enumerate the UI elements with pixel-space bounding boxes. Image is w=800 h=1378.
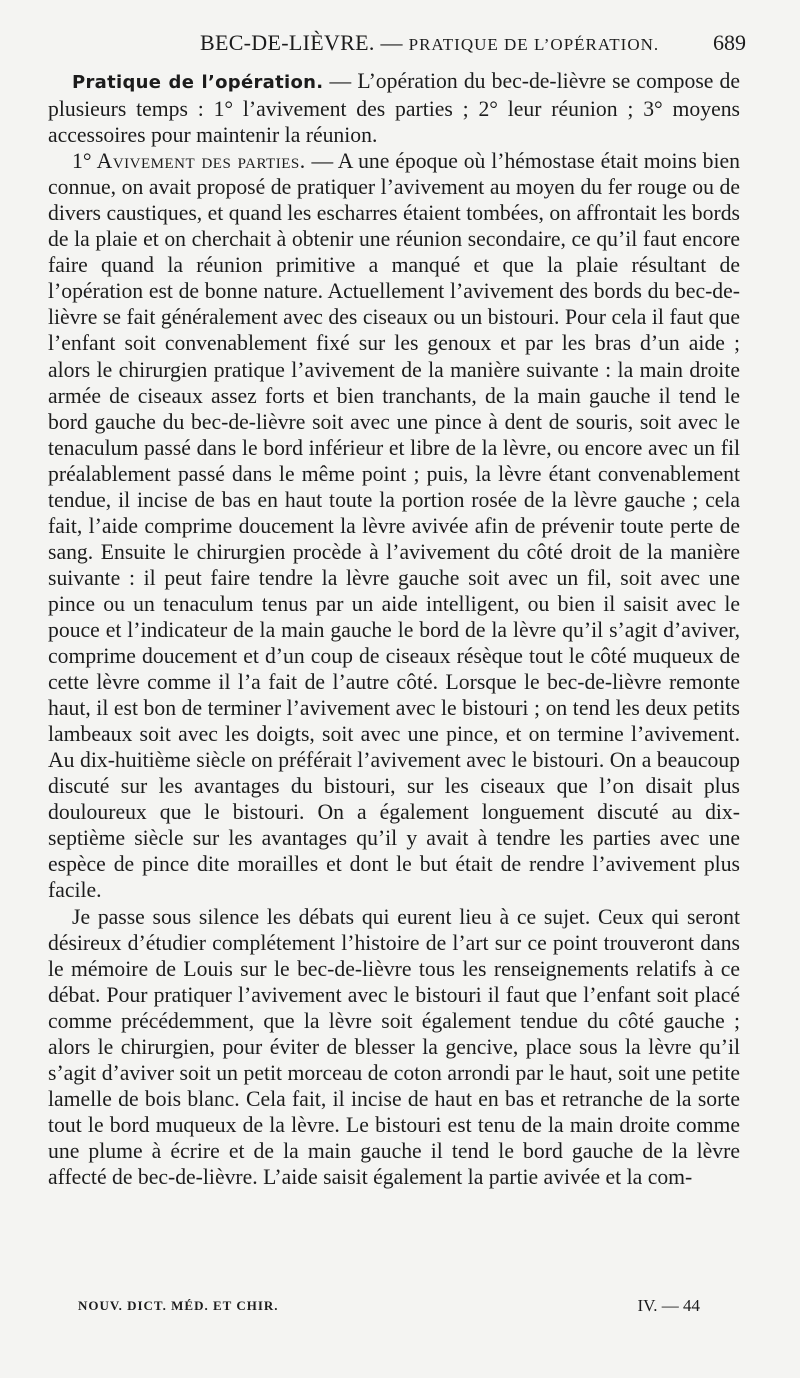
page-number: 689 (713, 30, 746, 55)
paragraph-1 (48, 68, 740, 148)
printer-signature: NOUV. DICT. MÉD. ET CHIR. (78, 1298, 279, 1313)
paragraph-2-text: — A une époque où l’hémostase était moins bien connue, on avait proposé de pratiquer l’avivement au moyen du fer rouge ou de divers caustiques, et quand les escharres étaient tombées, on affrontait les bords de la plaie et on cherchait à obtenir une réunion secondaire, ce qu’il faut encore faire quand la réunion primitive a manqué et que la plaie résultant de l’opération est de bonne nature. Actuellement l’avivement des bords du bec-de-lièvre se fait généralement avec des ciseaux ou un bistouri. Pour cela il faut que l’enfant soit convenablement fixé sur les genoux et par les bras d’un aide ; alors le chirurgien pratique l’avivement de la manière suivante : la main droite armée de ciseaux assez forts et bien tranchants, de la main gauche il tend le bord gauche du bec-de-lièvre soit avec une pince à dent de souris, soit avec le tenaculum passé dans le bord inférieur et libre de la lèvre, ou encore avec un fil préalablement passé dans le même point ; puis, la lèvre étant convenablement tendue, il incise de bas en haut toute la portion rosée de la lèvre gauche ; cela fait, l’aide comprime doucement la lèvre avivée afin de prévenir toute perte de sang. Ensuite le chirurgien procède à l’avivement du côté droit de la manière suivante : il peut faire tendre la lèvre gauche soit avec un fil, soit avec une pince ou un tenaculum tenus par un aide intelligent, ou bien il saisit avec le pouce et l’indicateur de la main gauche le bord de la lèvre qu’il s’agit d’aviver, comprime doucement et d’un coup de ciseaux résèque tout le côté muqueux de cette lèvre comme il l’a fait de l’autre côté. Lorsque le bec-de-lièvre remonte haut, il est bon de terminer l’avivement avec le bistouri ; on tend les deux petits lambeaux soit avec les doigts, soit avec une pince, et on termine l’avivement. Au dix-huitième siècle on préférait l’avivement avec le bistouri. On a beaucoup discuté sur les avantages du bistouri, sur les ciseaux que l’on disait plus douloureux que le bistouri. On a également longuement discuté au dix-septième siècle sur les avantages qu’il y avait à tendre les parties avec une espèce de pince dite morailles et dont le but était de rendre l’avivement plus facile. (48, 149, 740, 903)
subsection-heading: Avivement des parties. (91, 149, 306, 174)
page-footer (78, 1296, 700, 1322)
section-title: PRATIQUE DE L’OPÉRATION. (408, 35, 660, 54)
body-text (48, 68, 740, 1190)
section-heading: Pratique de l’opération. (72, 72, 324, 93)
running-header (48, 30, 752, 64)
paragraph-2 (48, 148, 740, 903)
running-title (200, 30, 659, 56)
subsection-number: 1° (72, 149, 92, 174)
paragraph-1-text: — L’opération du bec-de-lièvre se compose de plusieurs temps : 1° l’avivement des parties ; 2° leur réunion ; 3° moyens accessoires pour maintenir la réunion. (48, 69, 740, 148)
paragraph-3-text: Je passe sous silence les débats qui eurent lieu à ce sujet. Ceux qui seront désireux d’étudier complétement l’histoire de l’art sur ce point trouveront dans le mémoire de Louis sur le bec-de-lièvre tous les renseignements relatifs à ce débat. Pour pratiquer l’avivement avec le bistouri il faut que l’enfant soit placé comme précédemment, que la lèvre soit également tendue du côté gauche ; alors le chirurgien, pour éviter de blesser la gencive, place sous la lèvre qu’il s’agit d’aviver soit un petit morceau de coton arrondi par le haut, soit une petite lamelle de bois blanc. Cela fait, il incise de haut en bas et retranche de la sorte tout le bord muqueux de la lèvre. Le bistouri est tenu de la main droite comme une plume à écrire et de la main gauche il tend le bord gauche de la lèvre affecté de bec-de-lièvre. L’aide saisit également la partie avivée et la com- (48, 904, 740, 1189)
running-title-text: BEC-DE-LIÈVRE. (200, 30, 375, 55)
volume-sheet-mark: IV. — 44 (637, 1296, 700, 1315)
paragraph-3 (48, 904, 740, 1191)
header-separator: — (380, 30, 403, 55)
